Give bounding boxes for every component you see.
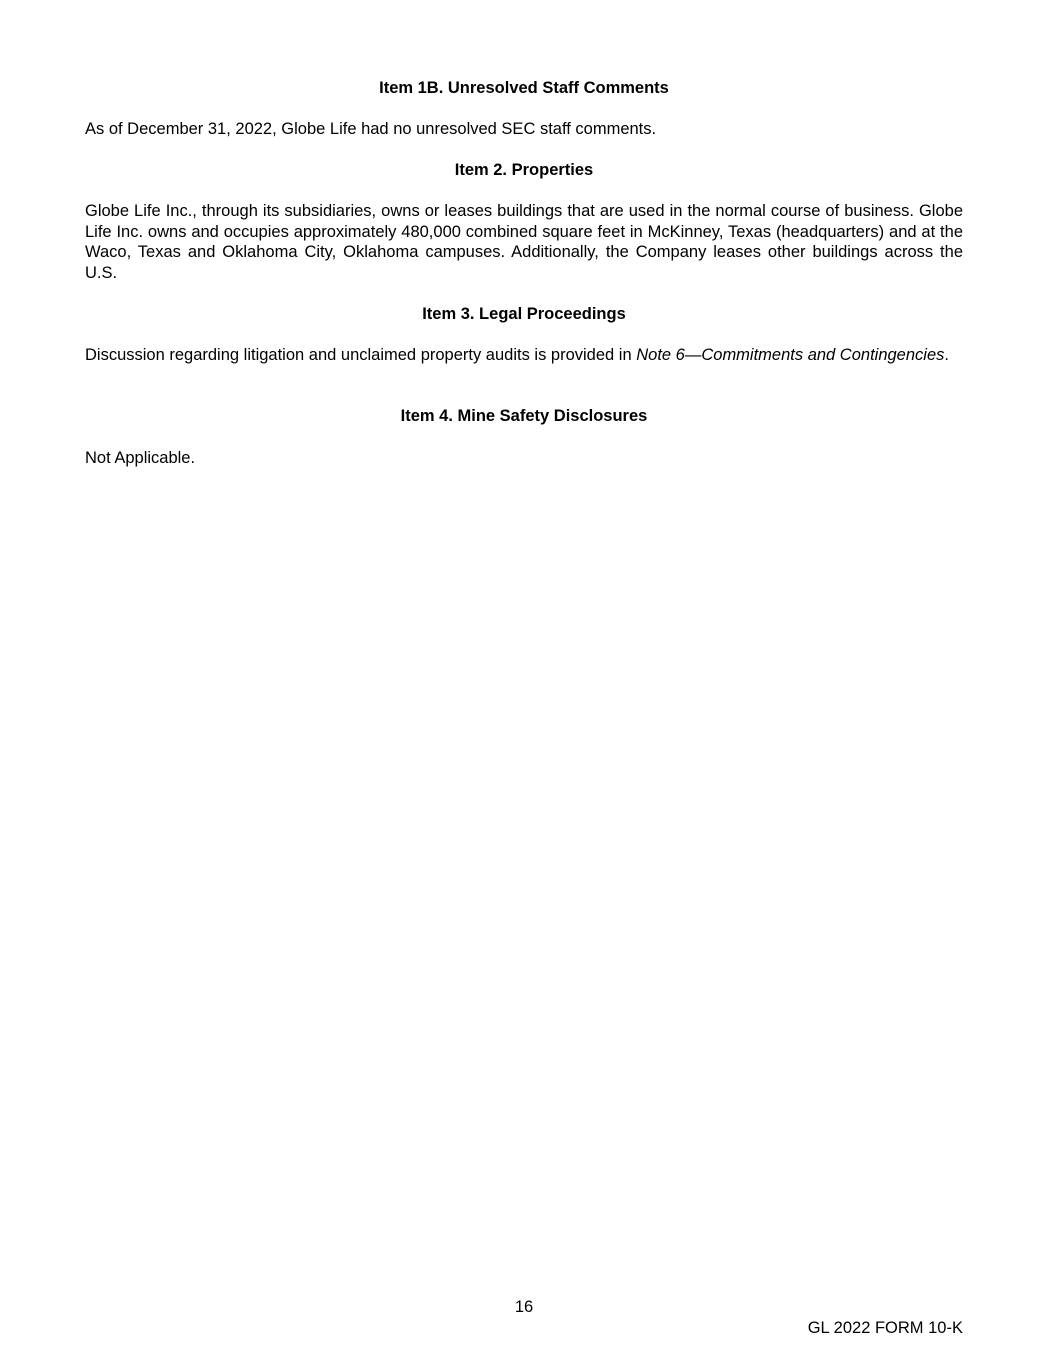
section-body-item-4: Not Applicable. <box>85 449 196 467</box>
section-heading-item-2: Item 2. Properties <box>454 161 594 179</box>
section-body-item-3 <box>85 345 963 366</box>
section-body-item-1b: As of December 31, 2022, Globe Life had no unresolved SEC staff comments. <box>85 120 657 138</box>
section-body-item-2: Globe Life Inc., through its subsidiaries, owns or leases buildings that are used in the normal course of business. Globe Life Inc. owns and occupies approximately 480,000 combined square feet in McKinney, Texas (headquarters) and at the Waco, Texas and Oklahoma City, Oklahoma campuses. Additionally, the Company leases other buildings across the U.S. <box>85 202 963 282</box>
note-reference: Note 6—Commitments and Contingencies <box>636 346 945 364</box>
section-heading-item-1b: Item 1B. Unresolved Staff Comments <box>379 79 669 97</box>
section-heading-item-4: Item 4. Mine Safety Disclosures <box>400 407 648 425</box>
page-number: 16 <box>514 1298 534 1316</box>
section-body-item-3-suffix: . <box>944 346 949 364</box>
section-heading-item-3: Item 3. Legal Proceedings <box>422 305 626 323</box>
section-body-item-3-prefix: Discussion regarding litigation and unclaimed property audits is provided in <box>85 346 637 364</box>
footer-form-label: GL 2022 FORM 10-K <box>807 1319 963 1337</box>
